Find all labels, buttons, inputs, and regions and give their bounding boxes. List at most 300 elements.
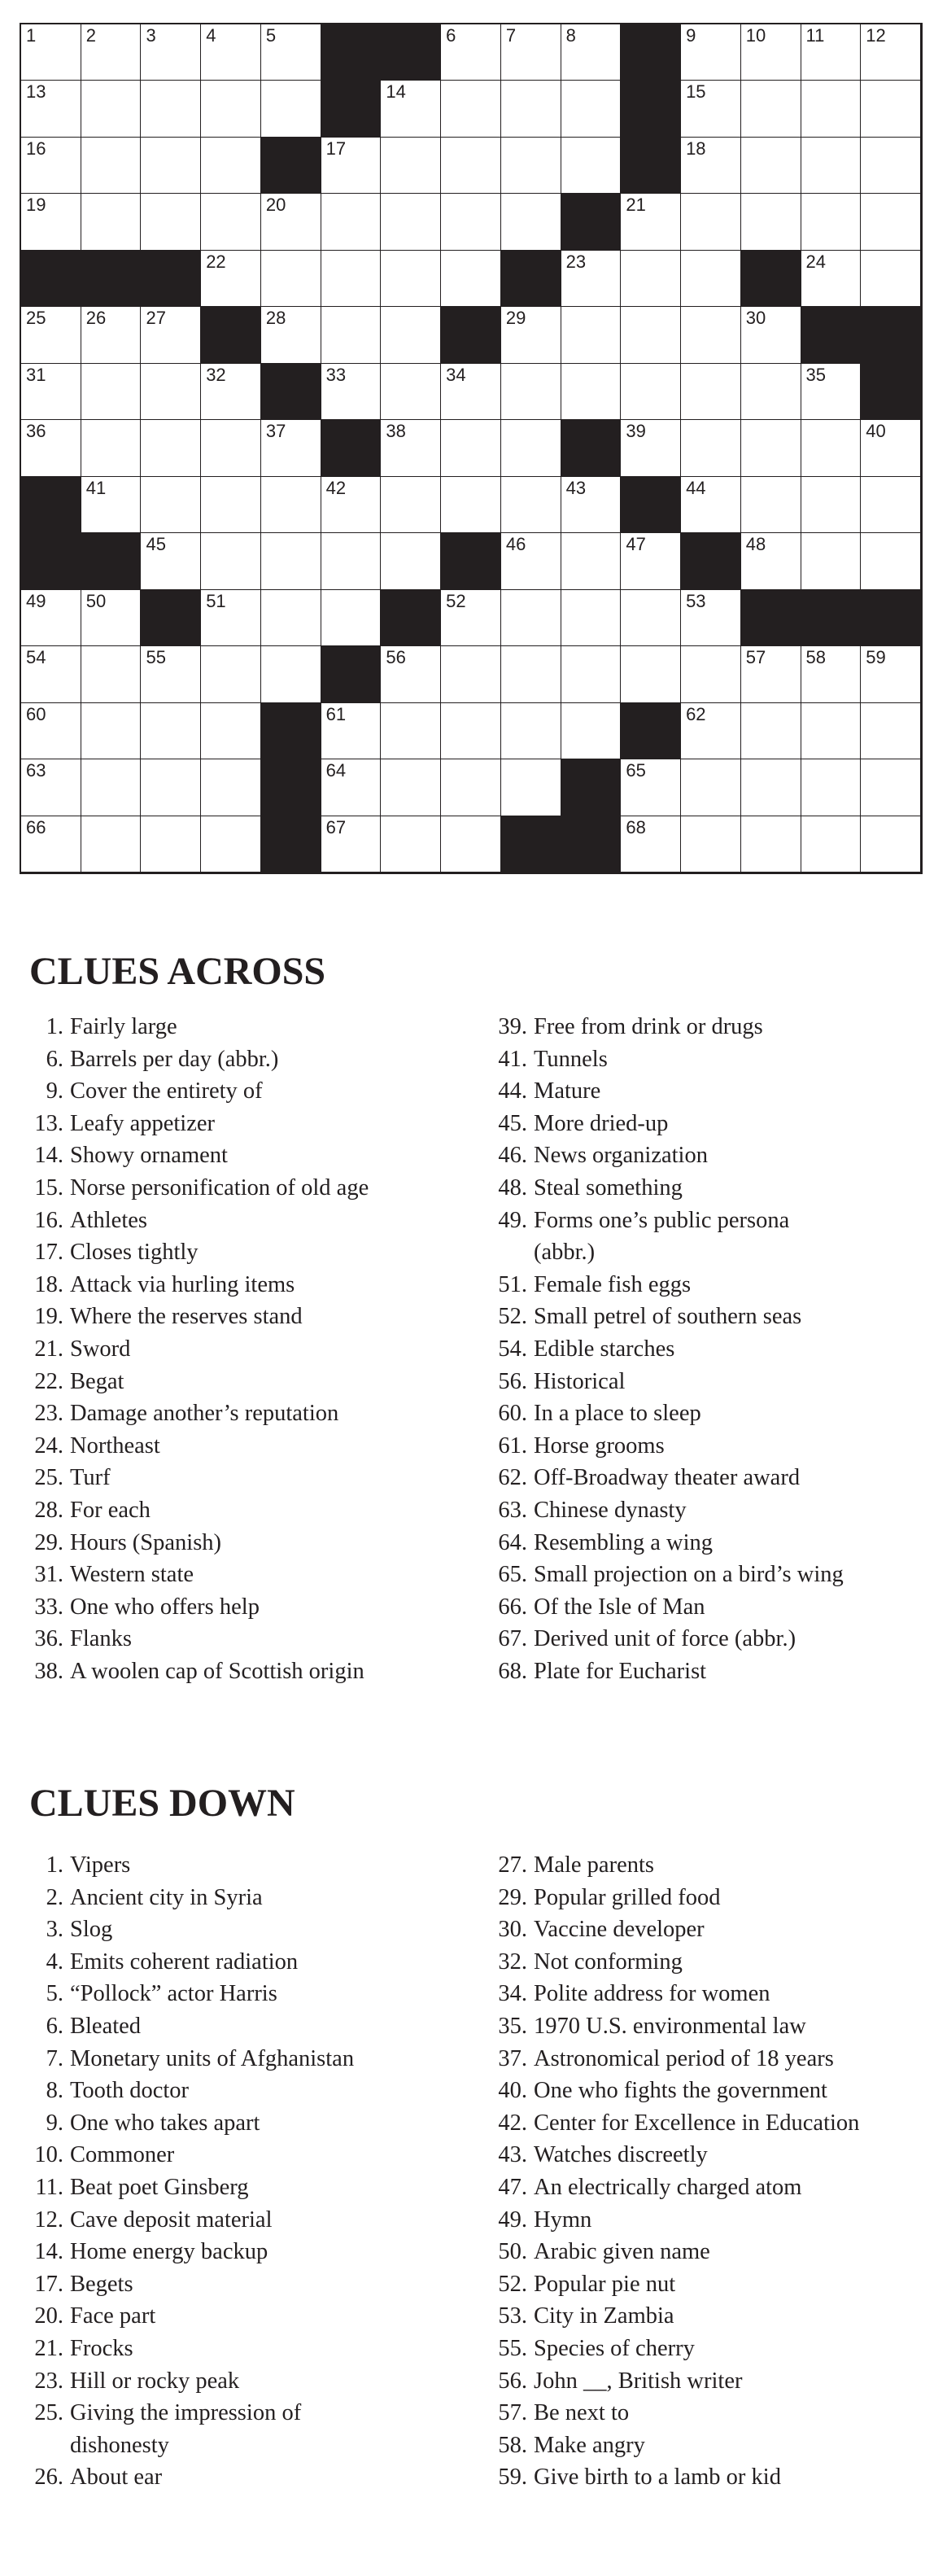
grid-cell	[501, 194, 561, 250]
grid-cell	[381, 816, 441, 873]
cell-number: 32	[206, 364, 226, 385]
cell-number: 62	[686, 703, 706, 724]
grid-cell	[501, 533, 561, 589]
grid-cell	[321, 364, 382, 420]
black-square	[621, 703, 681, 759]
clue-number: 46.	[498, 1143, 527, 1169]
cell-number: 34	[446, 364, 466, 385]
grid-cell	[681, 364, 741, 420]
cell-number: 5	[265, 25, 277, 46]
grid-cell	[681, 307, 741, 363]
grid-cell	[321, 307, 382, 363]
clue-item	[31, 2236, 354, 2268]
clue-item	[31, 1397, 369, 1430]
cell-number: 60	[26, 703, 46, 724]
clue-number: 34.	[498, 1981, 527, 2007]
grid-cell	[141, 703, 201, 759]
grid-cell	[321, 138, 382, 194]
grid-cell	[861, 24, 921, 81]
clue-number: 31.	[34, 1562, 63, 1588]
clue-text: Damage another’s reputation	[70, 1401, 339, 1427]
clue-number: 52.	[498, 1304, 527, 1330]
clue-item	[31, 2397, 354, 2429]
grid-cell	[201, 81, 261, 137]
grid-cell	[381, 81, 441, 137]
grid-cell	[681, 138, 741, 194]
clue-item	[495, 2397, 859, 2429]
clue-text: Tunnels	[534, 1046, 608, 1072]
grid-cell	[561, 307, 622, 363]
clue-text: Commoner	[70, 2142, 175, 2168]
clue-text: Polite address for women	[534, 1981, 770, 2007]
clue-text: Give birth to a lamb or kid	[534, 2464, 781, 2491]
cell-number: 36	[26, 421, 46, 442]
clue-item	[31, 1623, 369, 1655]
grid-cell	[141, 138, 201, 194]
clue-number: 59.	[498, 2464, 527, 2491]
clue-item	[495, 2075, 859, 2107]
grid-cell	[381, 533, 441, 589]
cell-number: 25	[26, 308, 46, 329]
grid-cell	[501, 138, 561, 194]
clue-text: Leafy appetizer	[70, 1110, 215, 1136]
grid-cell	[321, 759, 382, 816]
clue-text: Historical	[534, 1368, 626, 1394]
grid-cell	[321, 251, 382, 307]
clue-number: 39.	[498, 1014, 527, 1039]
clue-number: 67.	[498, 1626, 527, 1652]
black-square	[21, 477, 81, 533]
clue-text: Female fish eggs	[534, 1271, 692, 1297]
grid-cell	[561, 703, 622, 759]
clue-number: 19.	[34, 1304, 63, 1330]
clue-number: 66.	[498, 1594, 527, 1620]
black-square	[861, 590, 921, 646]
clue-text: Norse personification of old age	[70, 1174, 369, 1201]
black-square	[141, 251, 201, 307]
grid-cell	[801, 646, 862, 702]
clue-number: 54.	[498, 1336, 527, 1362]
grid-cell	[81, 759, 142, 816]
grid-cell	[561, 24, 622, 81]
clue-text: Emits coherent radiation	[70, 1948, 299, 1975]
clue-number: 37.	[498, 2045, 527, 2071]
grid-cell	[141, 533, 201, 589]
clue-item	[31, 2461, 354, 2494]
clue-item	[495, 2268, 859, 2301]
clue-item	[31, 2429, 354, 2462]
clue-item	[495, 1946, 859, 1979]
grid-cell	[801, 533, 862, 589]
clue-text: Horse grooms	[534, 1432, 665, 1459]
cell-number: 55	[146, 647, 166, 668]
clue-item	[495, 2139, 859, 2171]
clue-item	[495, 1430, 844, 1463]
grid-cell	[861, 420, 921, 476]
black-square	[441, 307, 501, 363]
cell-number: 4	[206, 25, 216, 46]
cell-number: 18	[686, 138, 706, 159]
grid-cell	[81, 307, 142, 363]
across-clues-column-2	[495, 1011, 844, 1687]
cell-number: 3	[146, 25, 156, 46]
clue-number: 29.	[498, 1884, 527, 1910]
clue-item	[495, 2204, 859, 2237]
grid-cell	[441, 477, 501, 533]
cell-number: 1	[26, 25, 37, 46]
clue-item	[31, 1236, 369, 1269]
cell-number: 26	[85, 308, 107, 329]
grid-cell	[261, 24, 321, 81]
cell-number: 40	[866, 421, 886, 442]
clue-number: 56.	[498, 2368, 527, 2394]
grid-cell	[681, 646, 741, 702]
grid-cell	[141, 364, 201, 420]
grid-cell	[681, 590, 741, 646]
grid-cell	[621, 533, 681, 589]
clue-number: 60.	[498, 1401, 527, 1427]
grid-cell	[201, 364, 261, 420]
cell-number: 11	[805, 25, 825, 46]
black-square	[261, 138, 321, 194]
clue-number: 52.	[498, 2271, 527, 2297]
clue-text: More dried-up	[534, 1110, 669, 1136]
clue-text: Face part	[70, 2303, 156, 2329]
clue-number: 7.	[46, 2045, 63, 2071]
clue-item	[31, 1269, 369, 1301]
grid-cell	[561, 477, 622, 533]
clue-text: Off-Broadway theater award	[534, 1465, 801, 1491]
clues-down-heading: CLUES DOWN	[29, 1782, 295, 1825]
grid-cell	[81, 477, 142, 533]
clue-number: 44.	[498, 1078, 527, 1104]
grid-cell	[261, 477, 321, 533]
cell-number: 54	[26, 647, 46, 668]
grid-cell	[81, 138, 142, 194]
clue-number: 22.	[34, 1368, 63, 1394]
clue-text: Be next to	[534, 2400, 630, 2426]
clue-text: Not conforming	[534, 1948, 683, 1975]
down-clues-column-2	[495, 1849, 859, 2494]
clue-number: 9.	[46, 1078, 63, 1104]
black-square	[81, 533, 142, 589]
clue-text: 1970 U.S. environmental law	[534, 2013, 806, 2039]
grid-cell	[441, 703, 501, 759]
cell-number: 53	[686, 590, 706, 611]
clue-item	[31, 1559, 369, 1591]
grid-cell	[81, 703, 142, 759]
black-square	[21, 251, 81, 307]
black-square	[861, 307, 921, 363]
clue-text: Vipers	[70, 1852, 131, 1878]
grid-cell	[381, 307, 441, 363]
grid-cell	[21, 307, 81, 363]
grid-cell	[21, 816, 81, 873]
cell-number: 57	[745, 647, 766, 668]
grid-cell	[681, 816, 741, 873]
clue-number: 13.	[34, 1110, 63, 1136]
clue-item	[31, 1462, 369, 1494]
grid-cell	[261, 81, 321, 137]
grid-cell	[621, 816, 681, 873]
grid-cell	[381, 194, 441, 250]
clue-item	[31, 2107, 354, 2140]
grid-cell	[81, 420, 142, 476]
cell-number: 42	[325, 477, 347, 498]
clue-text: Free from drink or drugs	[534, 1014, 763, 1039]
grid-cell	[381, 759, 441, 816]
grid-cell	[681, 477, 741, 533]
clue-number: 30.	[498, 1917, 527, 1943]
grid-cell	[261, 533, 321, 589]
clue-item	[495, 1269, 844, 1301]
cell-number: 8	[565, 25, 576, 46]
clue-number: 6.	[46, 1046, 63, 1072]
grid-cell	[21, 194, 81, 250]
grid-cell	[861, 477, 921, 533]
grid-cell	[741, 533, 801, 589]
black-square	[621, 24, 681, 81]
clue-number: 1.	[46, 1014, 63, 1039]
cell-number: 14	[386, 81, 406, 103]
clue-item	[31, 2333, 354, 2365]
clue-text: Derived unit of force (abbr.)	[534, 1626, 796, 1652]
cell-number: 12	[866, 25, 886, 46]
cell-number: 15	[686, 81, 706, 103]
clue-text: Species of cherry	[534, 2335, 695, 2361]
clue-text: Small petrel of southern seas	[534, 1304, 802, 1330]
clue-number: 64.	[498, 1529, 527, 1555]
clue-number: 51.	[498, 1271, 527, 1297]
grid-cell	[621, 194, 681, 250]
clue-text: Where the reserves stand	[70, 1304, 303, 1330]
clue-text: Edible starches	[534, 1336, 675, 1362]
grid-cell	[321, 590, 382, 646]
clue-number: 23.	[34, 1401, 63, 1427]
cell-number: 66	[26, 816, 46, 838]
clue-item	[495, 1913, 859, 1946]
grid-cell	[201, 138, 261, 194]
grid-cell	[561, 81, 622, 137]
clue-text: Monetary units of Afghanistan	[70, 2045, 355, 2071]
clue-number: 45.	[498, 1110, 527, 1136]
clue-item	[31, 2300, 354, 2333]
clue-number: 38.	[34, 1658, 63, 1684]
clue-number: 24.	[34, 1432, 63, 1459]
grid-cell	[621, 590, 681, 646]
grid-cell	[621, 364, 681, 420]
clue-item	[495, 2429, 859, 2462]
clue-text: In a place to sleep	[534, 1401, 701, 1427]
grid-cell	[561, 646, 622, 702]
cell-number: 33	[325, 364, 347, 385]
grid-cell	[801, 251, 862, 307]
clue-number: 35.	[498, 2013, 527, 2039]
clue-text: Frocks	[70, 2335, 133, 2361]
grid-cell	[501, 590, 561, 646]
cell-number: 50	[85, 590, 107, 611]
grid-cell	[201, 251, 261, 307]
clue-item	[495, 1623, 844, 1655]
cell-number: 43	[565, 477, 587, 498]
grid-cell	[801, 420, 862, 476]
grid-cell	[861, 646, 921, 702]
grid-cell	[81, 364, 142, 420]
clue-number: 9.	[46, 2110, 63, 2136]
cell-number: 2	[85, 25, 96, 46]
clue-number: 25.	[34, 1465, 63, 1491]
grid-cell	[441, 420, 501, 476]
cell-number: 22	[206, 251, 226, 272]
black-square	[201, 307, 261, 363]
clue-item	[495, 1397, 844, 1430]
across-clues-column-1	[31, 1011, 369, 1687]
clue-item	[31, 1978, 354, 2010]
clue-item	[31, 1527, 369, 1559]
clue-item	[31, 1301, 369, 1333]
clue-item	[495, 1333, 844, 1366]
clue-text: Cave deposit material	[70, 2206, 273, 2233]
grid-cell	[201, 590, 261, 646]
cell-number: 56	[386, 647, 406, 668]
clue-text: Hill or rocky peak	[70, 2368, 240, 2394]
grid-cell	[321, 533, 382, 589]
clue-number: 18.	[34, 1271, 63, 1297]
grid-cell	[381, 477, 441, 533]
grid-cell	[321, 477, 382, 533]
clue-item	[31, 1043, 369, 1076]
clue-number: 65.	[498, 1562, 527, 1588]
clue-item	[31, 1494, 369, 1527]
grid-cell	[441, 81, 501, 137]
grid-cell	[81, 816, 142, 873]
black-square	[441, 533, 501, 589]
grid-cell	[441, 816, 501, 873]
clue-number: 53.	[498, 2303, 527, 2329]
cell-number: 64	[325, 760, 347, 781]
black-square	[501, 816, 561, 873]
grid-cell	[381, 420, 441, 476]
clue-text: A woolen cap of Scottish origin	[70, 1658, 364, 1684]
clue-text: One who fights the government	[534, 2078, 827, 2104]
clue-item	[31, 1172, 369, 1205]
clue-item	[31, 1139, 369, 1172]
grid-cell	[81, 81, 142, 137]
grid-cell	[501, 646, 561, 702]
clue-number: 48.	[498, 1174, 527, 1201]
clue-item	[495, 2365, 859, 2398]
clue-item	[495, 2461, 859, 2494]
clue-number: 29.	[34, 1529, 63, 1555]
clues-across-heading: CLUES ACROSS	[29, 950, 326, 993]
clue-text: “Pollock” actor Harris	[70, 1981, 277, 2007]
clue-text: Popular grilled food	[534, 1884, 721, 1910]
black-square	[561, 194, 622, 250]
cell-number: 29	[505, 308, 526, 329]
grid-cell	[21, 590, 81, 646]
clue-text: Beat poet Ginsberg	[70, 2174, 249, 2200]
cell-number: 9	[686, 25, 696, 46]
cell-number: 65	[626, 760, 646, 781]
clue-number: 47.	[498, 2174, 527, 2200]
grid-cell	[861, 194, 921, 250]
cell-number: 39	[626, 421, 646, 442]
crossword-grid	[20, 23, 923, 874]
black-square	[21, 533, 81, 589]
grid-cell	[681, 81, 741, 137]
grid-cell	[741, 420, 801, 476]
black-square	[321, 24, 382, 81]
clue-item	[495, 2171, 859, 2204]
cell-number: 10	[745, 25, 766, 46]
clue-text: Resembling a wing	[534, 1529, 714, 1555]
clue-item	[31, 2171, 354, 2204]
clue-number: 14.	[34, 2239, 63, 2265]
grid-cell	[861, 816, 921, 873]
grid-cell	[501, 307, 561, 363]
clue-text: Cover the entirety of	[70, 1078, 263, 1104]
grid-cell	[741, 477, 801, 533]
cell-number: 52	[446, 590, 466, 611]
black-square	[141, 590, 201, 646]
black-square	[741, 251, 801, 307]
grid-cell	[21, 703, 81, 759]
clue-number: 58.	[498, 2432, 527, 2458]
grid-cell	[681, 759, 741, 816]
clue-text: Turf	[70, 1465, 111, 1491]
clue-text: Forms one’s public persona	[534, 1207, 790, 1233]
clue-number: 63.	[498, 1497, 527, 1523]
clue-text: Attack via hurling items	[70, 1271, 295, 1297]
grid-cell	[561, 364, 622, 420]
cell-number: 47	[626, 534, 646, 555]
grid-cell	[561, 251, 622, 307]
clue-text: Astronomical period of 18 years	[534, 2045, 834, 2071]
cell-number: 59	[866, 647, 886, 668]
black-square	[321, 420, 382, 476]
black-square	[621, 477, 681, 533]
black-square	[321, 646, 382, 702]
clue-item	[495, 1559, 844, 1591]
grid-cell	[381, 251, 441, 307]
clue-number: 57.	[498, 2400, 527, 2426]
black-square	[621, 81, 681, 137]
clue-text: John __, British writer	[534, 2368, 743, 2394]
clue-number: 21.	[34, 1336, 63, 1362]
clue-number: 49.	[498, 1207, 527, 1233]
grid-cell	[501, 420, 561, 476]
black-square	[381, 590, 441, 646]
grid-cell	[201, 477, 261, 533]
grid-cell	[261, 251, 321, 307]
grid-cell	[81, 194, 142, 250]
grid-cell	[141, 307, 201, 363]
down-clues-column-1	[31, 1849, 354, 2494]
cell-number: 48	[745, 534, 766, 555]
black-square	[621, 138, 681, 194]
cell-number: 44	[686, 477, 706, 498]
grid-cell	[201, 533, 261, 589]
grid-cell	[681, 703, 741, 759]
clue-number: 17.	[34, 2271, 63, 2297]
clue-text: Barrels per day (abbr.)	[70, 1046, 279, 1072]
grid-cell	[201, 816, 261, 873]
grid-cell	[381, 703, 441, 759]
cell-number: 20	[265, 195, 286, 216]
grid-cell	[261, 590, 321, 646]
clue-item	[495, 1205, 844, 1237]
clue-item	[31, 1913, 354, 1946]
